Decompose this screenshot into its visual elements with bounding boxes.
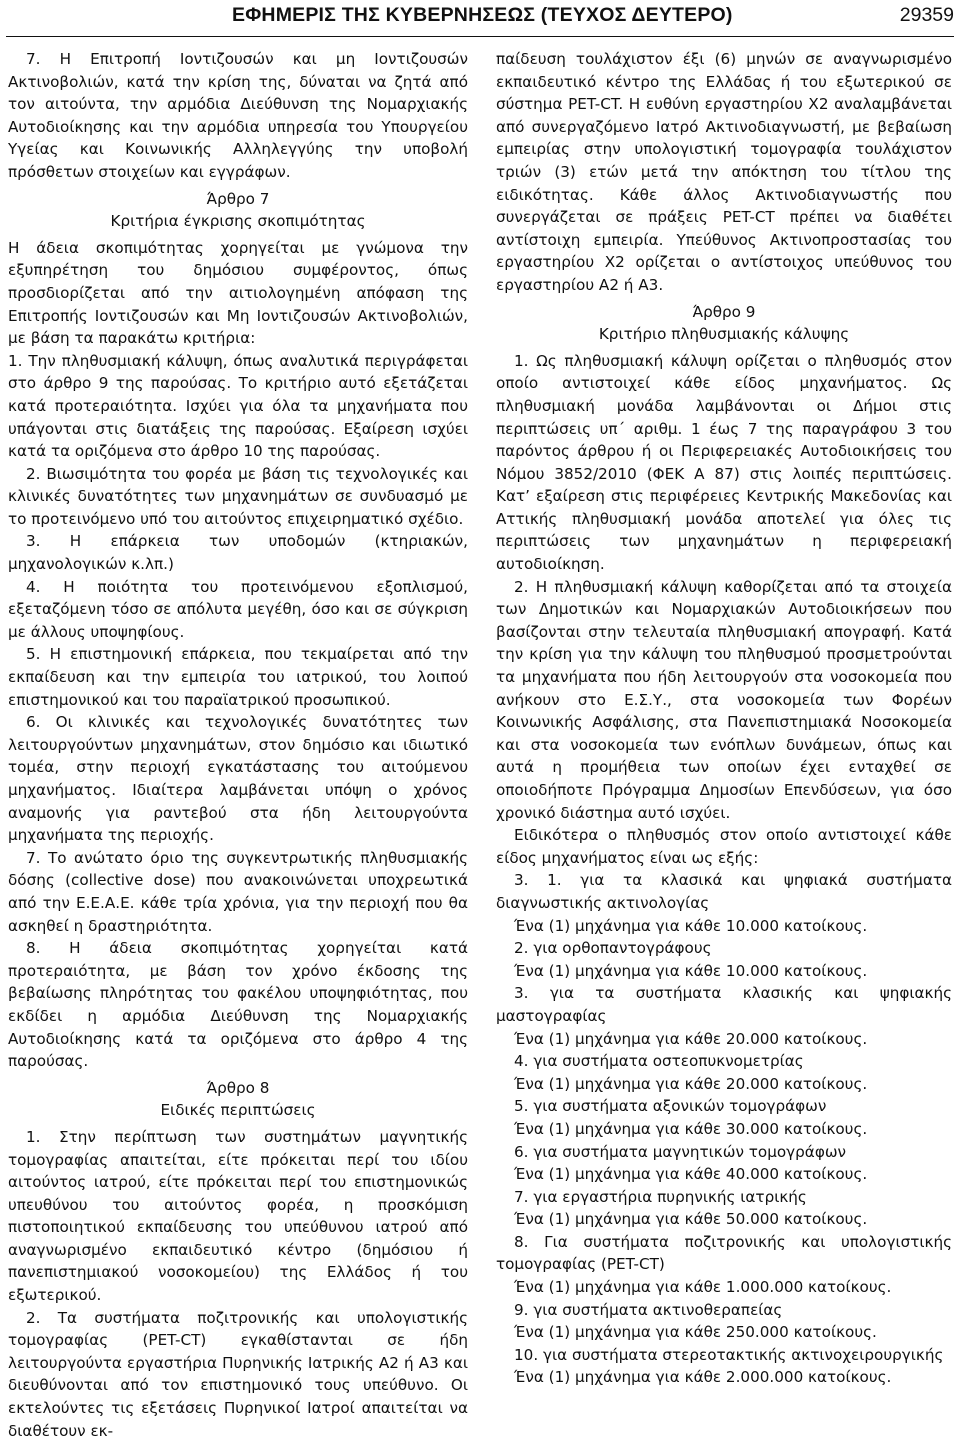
right-paragraph: 4. για συστήματα οστεοπυκνομετρίας — [514, 1052, 804, 1071]
right-column — [496, 48, 952, 1389]
right-paragraph: 10. για συστήματα στερεοτακτικής ακτινοχειρουργικής — [514, 1345, 944, 1364]
left-paragraph: 2. Βιωσιμότητα του φορέα με βάση τις τεχνολογικές και κλινικές δυνατότητες των μηχανημάτων σε συνδυασμό με το προτεινόμενο υπό του αιτούντος επιχειρηματικό σχέδιο. — [8, 464, 468, 528]
left-column — [8, 48, 468, 1442]
right-paragraph: 8. Για συστήματα ποζιτρονικής και υπολογιστικής τομογραφίας (PET-CT) — [496, 1232, 952, 1274]
right-paragraph: Ένα (1) μηχάνημα για κάθε 20.000 κατοίκους. — [514, 1074, 868, 1093]
right-paragraph: Ένα (1) μηχάνημα για κάθε 30.000 κατοίκους. — [514, 1119, 868, 1138]
left-paragraph: 7. Το ανώτατο όριο της συγκεντρωτικής πληθυσμιακής δόσης (collective dose) που ανακοινώνεται υποχρεωτικά από την Ε.Ε.Α.Ε. κάθε τρία χρόνια, για την περιοχή που θα ασκηθεί η δραστηριότητα. — [8, 848, 468, 935]
article-subheading: Ειδικές περιπτώσεις — [160, 1101, 316, 1120]
right-paragraph: Ένα (1) μηχάνημα για κάθε 10.000 κατοίκους. — [514, 961, 868, 980]
right-paragraph: 6. για συστήματα μαγνητικών τομογράφων — [514, 1142, 847, 1161]
article-heading: Άρθρο 7 — [206, 189, 270, 208]
left-paragraph: 1. Στην περίπτωση των συστημάτων μαγνητικής τομογραφίας απαιτείται, είτε πρόκειται περί του ιδίου αιτούντος ιατρού, είτε πρόκειται περί του επιστημονικώς υπευθύνου του αιτούντος φορέα, η προσκόμιση πιστοποιητικού εκπαίδευσης του υπεύθυνου ιατρού από αναγνωρισμένο εκπαιδευτικό κέντρο (δημόσιου ή πανεπιστημιακού νοσοκομείου) της Ελλάδος ή του εξωτερικού. — [8, 1127, 468, 1305]
header-divider — [6, 36, 954, 37]
right-paragraph: Ένα (1) μηχάνημα για κάθε 50.000 κατοίκους. — [514, 1210, 868, 1229]
right-paragraph: Ένα (1) μηχάνημα για κάθε 40.000 κατοίκους. — [514, 1165, 868, 1184]
left-paragraph: 7. Η Επιτροπή Ιοντιζουσών και μη Ιοντιζουσών Ακτινοβολιών, κατά την κρίση της, δύναται να ζητά από τον αιτούντα, την αρμόδια Διεύθυνση της Νομαρχιακής Αυτοδιοίκησης και την αρμόδια υπηρεσία του Υπουργείου Υγείας και Κοινωνικής Αλληλεγγύης την υποβολή πρόσθετων στοιχείων και εγγράφων. — [8, 50, 468, 181]
article-subheading: Κριτήριο πληθυσμιακής κάλυψης — [598, 325, 850, 344]
right-paragraph: 9. για συστήματα ακτινοθεραπείας — [514, 1300, 783, 1319]
left-paragraph: Η άδεια σκοπιμότητας χορηγείται με γνώμονα την εξυπηρέτηση του δημόσιου συμφέροντος, όπως προσδιορίζεται από την αιτιολογημένη απόφαση της Επιτροπής Ιοντιζουσών και Μη Ιοντιζουσών Ακτινοβολιών, με βάση τα παρακάτω κριτήρια: — [8, 238, 468, 348]
left-paragraph: 4. Η ποιότητα του προτεινόμενου εξοπλισμού, εξεταζόμενη τόσο σε απόλυτα μεγέθη, όσο και σε σύγκριση με άλλους υποψηφίους. — [8, 577, 468, 641]
left-paragraph: 8. Η άδεια σκοπιμότητας χορηγείται κατά προτεραιότητα, με βάση τον χρόνο έκδοσης της βεβαίωσης πληρότητας του φακέλου υποψηφιότητας, που εκδίδει η αρμόδια Διεύθυνση της Νομαρχιακής Αυτοδιοίκησης κατά τα οριζόμενα στο άρθρο 4 της παρούσας. — [8, 939, 468, 1071]
right-paragraph: 5. για συστήματα αξονικών τομογράφων — [514, 1097, 827, 1116]
page-number: 29359 — [899, 4, 954, 26]
right-paragraph: 1. Ως πληθυσμιακή κάλυψη ορίζεται ο πληθυσμός στον οποίο αντιστοιχεί κάθε είδος μηχανήματος. Ως πληθυσμιακή μονάδα λαμβάνονται οι Δήμοι στις περιπτώσεις υπ΄ αριθμ. 1 έως 7 της παραγράφου 3 του παρόντος άρθρου ή οι Περιφερειακές Αυτοδιοικήσεις του Νόμου 3852/2010 (ΦΕΚ Α 87) στις λοιπές περιπτώσεις. Κατ’ εξαίρεση στις περιφέρειες Κεντρικής Μακεδονίας και Αττικής πληθυσμιακή μονάδα αποτελεί για όλες τις περιπτώσεις των μηχανημάτων η περιφερειακή αυτοδιοίκηση. — [496, 351, 952, 574]
page-header — [0, 0, 960, 38]
right-paragraph: Ένα (1) μηχάνημα για κάθε 1.000.000 κατοίκους. — [514, 1278, 892, 1297]
left-paragraph: 5. Η επιστημονική επάρκεια, που τεκμαίρεται από την εκπαίδευση και την εμπειρία του ιατρικού, του λοιπού επιστημονικού και του παραϊατρικού προσωπικού. — [8, 645, 468, 709]
right-paragraph: Ένα (1) μηχάνημα για κάθε 2.000.000 κατοίκους. — [514, 1368, 892, 1387]
right-paragraph: Ένα (1) μηχάνημα για κάθε 10.000 κατοίκους. — [514, 916, 868, 935]
right-paragraph: 2. Η πληθυσμιακή κάλυψη καθορίζεται από τα στοιχεία των Δημοτικών και Νομαρχιακών Αυτοδιοικήσεων που βασίζονται στην τελευταία πληθυσμιακή απογραφή. Κατά την κρίση για την κάλυψη του πληθυσμού προσμετρούνται τα μηχανήματα που ήδη λειτουργούν στα νοσοκομεία που ανήκουν στο Ε.Σ.Υ., στα νοσοκομεία των Φορέων Κοινωνικής Ασφάλισης, στα Πανεπιστημιακά Νοσοκομεία και στα νοσοκομεία των ενόπλων δυνάμεων, όπως και αυτά η προμήθεια των οποίων έχει ενταχθεί σε οποιοδήποτε Πρόγραμμα Δημοσίων Επενδύσεων, για όσο χρονικό διάστημα αυτό ισχύει. — [496, 577, 952, 822]
left-paragraph: 2. Τα συστήματα ποζιτρονικής και υπολογιστικής τομογραφίας (PET-CT) εγκαθίστανται σε ήδη λειτουργούντα εργαστήρια Πυρηνικής Ιατρικής Α2 ή Α3 και διευθύνονται από τον επιστημονικό τους υπεύθυνο. Οι εκτελούντες τις εξετάσεις Πυρηνικοί Ιατροί απαιτείται να διαθέτουν εκ- — [8, 1308, 468, 1440]
article-heading: Άρθρο 9 — [692, 302, 756, 321]
right-paragraph: παίδευση τουλάχιστον έξι (6) μηνών σε αναγνωρισμένο εκπαιδευτικό κέντρο της Ελλάδας ή του εξωτερικού σε σύστημα PET-CT. Η ευθύνη εργαστηρίου Χ2 αναλαμβάνεται από συνεργαζόμενο Ιατρό Ακτινοδιαγνωστή, με βεβαίωση εμπειρίας στην υπολογιστική τομογραφία τουλάχιστον τριών (3) ετών μετά την απόκτηση του τίτλου της ειδικότητας. Κάθε άλλος Ακτινοδιαγνωστής που συνεργάζεται σε πράξεις PET-CT πρέπει να διαθέτει αντίστοιχη εμπειρία. Υπεύθυνος Ακτινοπροστασίας του εργαστηρίου Χ2 ορίζεται ο αντίστοιχος υπεύθυνος του εργαστηρίου Α2 ή Α3. — [496, 50, 952, 294]
right-paragraph: 3. για τα συστήματα κλασικής και ψηφιακής μαστογραφίας — [496, 984, 952, 1025]
right-paragraph: Ένα (1) μηχάνημα για κάθε 20.000 κατοίκους. — [514, 1029, 868, 1048]
gazette-title: ΕΦΗΜΕΡΙΣ ΤΗΣ ΚΥΒΕΡΝΗΣΕΩΣ (ΤΕΥΧΟΣ ΔΕΥΤΕΡΟ) — [232, 4, 733, 26]
right-paragraph: 3. 1. για τα κλασικά και ψηφιακά συστήματα διαγνωστικής ακτινολογίας — [496, 871, 952, 912]
left-paragraph: 3. Η επάρκεια των υποδομών (κτηριακών, μηχανολογικών κ.λπ.) — [8, 532, 468, 574]
left-paragraph: 6. Οι κλινικές και τεχνολογικές δυνατότητες των λειτουργούντων μηχανημάτων, στον δημόσιο και ιδιωτικό τομέα, στην περιοχή εγκατάστασης του αιτούμενου μηχανήματος. Ιδιαίτερα λαμβάνεται υπόψη ο χρόνος αναμονής για ραντεβού στα ήδη λειτουργούντα μηχανήματα της περιοχής. — [8, 713, 468, 845]
right-paragraph: 2. για ορθοπαντογράφους — [514, 939, 712, 958]
right-paragraph: Ένα (1) μηχάνημα για κάθε 250.000 κατοίκους. — [514, 1323, 877, 1342]
article-subheading: Κριτήρια έγκρισης σκοπιμότητας — [110, 212, 366, 231]
right-paragraph: 7. για εργαστήρια πυρηνικής ιατρικής — [514, 1187, 807, 1206]
article-heading: Άρθρο 8 — [206, 1078, 270, 1097]
right-paragraph: Ειδικότερα ο πληθυσμός στον οποίο αντιστοιχεί κάθε είδος μηχανήματος είναι ως εξής: — [496, 826, 952, 867]
left-paragraph: 1. Την πληθυσμιακή κάλυψη, όπως αναλυτικά περιγράφεται στο άρθρο 9 της παρούσας. Το κριτήριο αυτό εξετάζεται κατά προτεραιότητα. Ισχύει για όλα τα μηχανήματα που υπάγονται στις διατάξεις της παρούσας. Εξαίρεση ισχύει κατά τα οριζόμενα στο άρθρο 10 της παρούσας. — [8, 351, 468, 461]
